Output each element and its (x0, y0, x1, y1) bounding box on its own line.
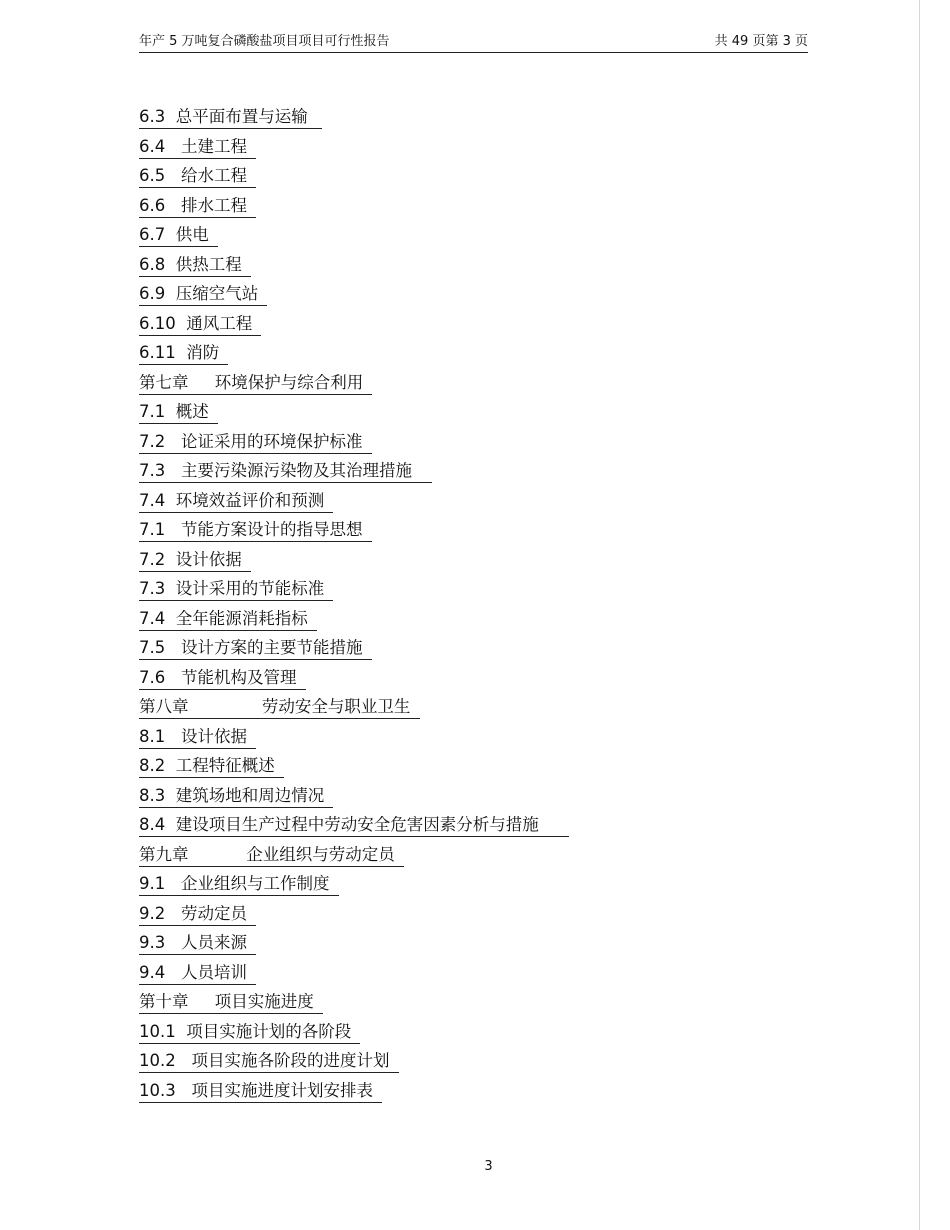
toc-link[interactable]: 7.1 概述 (139, 401, 218, 424)
toc-link[interactable]: 6.6 排水工程 (139, 195, 256, 218)
toc-link[interactable]: 9.3 人员来源 (139, 932, 256, 955)
toc-item (139, 429, 819, 459)
page-number: 3 (484, 1159, 493, 1174)
toc-item (139, 281, 819, 311)
toc-item (139, 370, 819, 400)
toc-link[interactable]: 7.2 设计依据 (139, 549, 251, 572)
toc-link[interactable]: 8.1 设计依据 (139, 726, 256, 749)
toc-item (139, 989, 819, 1019)
toc-link[interactable]: 第九章 企业组织与劳动定员 (139, 844, 404, 867)
toc-link[interactable]: 7.2 论证采用的环境保护标准 (139, 431, 372, 454)
toc-item (139, 163, 819, 193)
toc-link[interactable]: 6.10 通风工程 (139, 313, 261, 336)
toc-link[interactable]: 9.2 劳动定员 (139, 903, 256, 926)
toc-item (139, 960, 819, 990)
toc-link[interactable]: 9.1 企业组织与工作制度 (139, 873, 339, 896)
toc-item (139, 488, 819, 518)
page-edge-divider (919, 0, 920, 1230)
toc-link[interactable]: 6.5 给水工程 (139, 165, 256, 188)
toc-item (139, 1048, 819, 1078)
toc-item (139, 724, 819, 754)
toc-link[interactable]: 8.4 建设项目生产过程中劳动安全危害因素分析与措施 (139, 814, 569, 837)
toc-item (139, 340, 819, 370)
toc-link[interactable]: 10.3 项目实施进度计划安排表 (139, 1080, 382, 1103)
toc-link[interactable]: 7.4 全年能源消耗指标 (139, 608, 317, 631)
toc-link[interactable]: 10.2 项目实施各阶段的进度计划 (139, 1050, 399, 1073)
toc-link[interactable]: 8.2 工程特征概述 (139, 755, 284, 778)
toc-item (139, 1078, 819, 1108)
toc-item (139, 547, 819, 577)
toc-link[interactable]: 6.3 总平面布置与运输 (139, 106, 322, 129)
toc-link[interactable]: 10.1 项目实施计划的各阶段 (139, 1021, 360, 1044)
toc-item (139, 134, 819, 164)
toc-link[interactable]: 6.7 供电 (139, 224, 218, 247)
toc-item (139, 812, 819, 842)
toc-item (139, 930, 819, 960)
toc-link[interactable]: 第十章 项目实施进度 (139, 991, 323, 1014)
toc-item (139, 311, 819, 341)
toc-item (139, 665, 819, 695)
toc-link[interactable]: 7.1 节能方案设计的指导思想 (139, 519, 372, 542)
toc-item (139, 606, 819, 636)
toc-item (139, 842, 819, 872)
toc-item (139, 871, 819, 901)
page-header (139, 34, 808, 53)
toc-item (139, 753, 819, 783)
toc-link[interactable]: 6.11 消防 (139, 342, 228, 365)
toc-item (139, 458, 819, 488)
toc-link[interactable]: 7.4 环境效益评价和预测 (139, 490, 333, 513)
document-title: 年产 5 万吨复合磷酸盐项目项目可行性报告 (139, 34, 390, 49)
toc-link[interactable]: 6.4 土建工程 (139, 136, 256, 159)
toc-item (139, 222, 819, 252)
toc-item (139, 252, 819, 282)
toc-item (139, 104, 819, 134)
toc-link[interactable]: 7.3 主要污染源污染物及其治理措施 (139, 460, 432, 483)
toc-link[interactable]: 第七章 环境保护与综合利用 (139, 372, 372, 395)
toc-link[interactable]: 8.3 建筑场地和周边情况 (139, 785, 333, 808)
toc-item (139, 694, 819, 724)
toc-item (139, 193, 819, 223)
table-of-contents (139, 104, 819, 1107)
toc-link[interactable]: 7.5 设计方案的主要节能措施 (139, 637, 372, 660)
toc-link[interactable]: 6.9 压缩空气站 (139, 283, 267, 306)
toc-item (139, 399, 819, 429)
toc-link[interactable]: 第八章 劳动安全与职业卫生 (139, 696, 420, 719)
toc-item (139, 635, 819, 665)
toc-item (139, 517, 819, 547)
toc-link[interactable]: 7.6 节能机构及管理 (139, 667, 306, 690)
page-count: 共 49 页第 3 页 (714, 34, 808, 49)
toc-link[interactable]: 6.8 供热工程 (139, 254, 251, 277)
toc-item (139, 1019, 819, 1049)
toc-item (139, 576, 819, 606)
toc-link[interactable]: 7.3 设计采用的节能标准 (139, 578, 333, 601)
toc-item (139, 901, 819, 931)
toc-item (139, 783, 819, 813)
toc-link[interactable]: 9.4 人员培训 (139, 962, 256, 985)
